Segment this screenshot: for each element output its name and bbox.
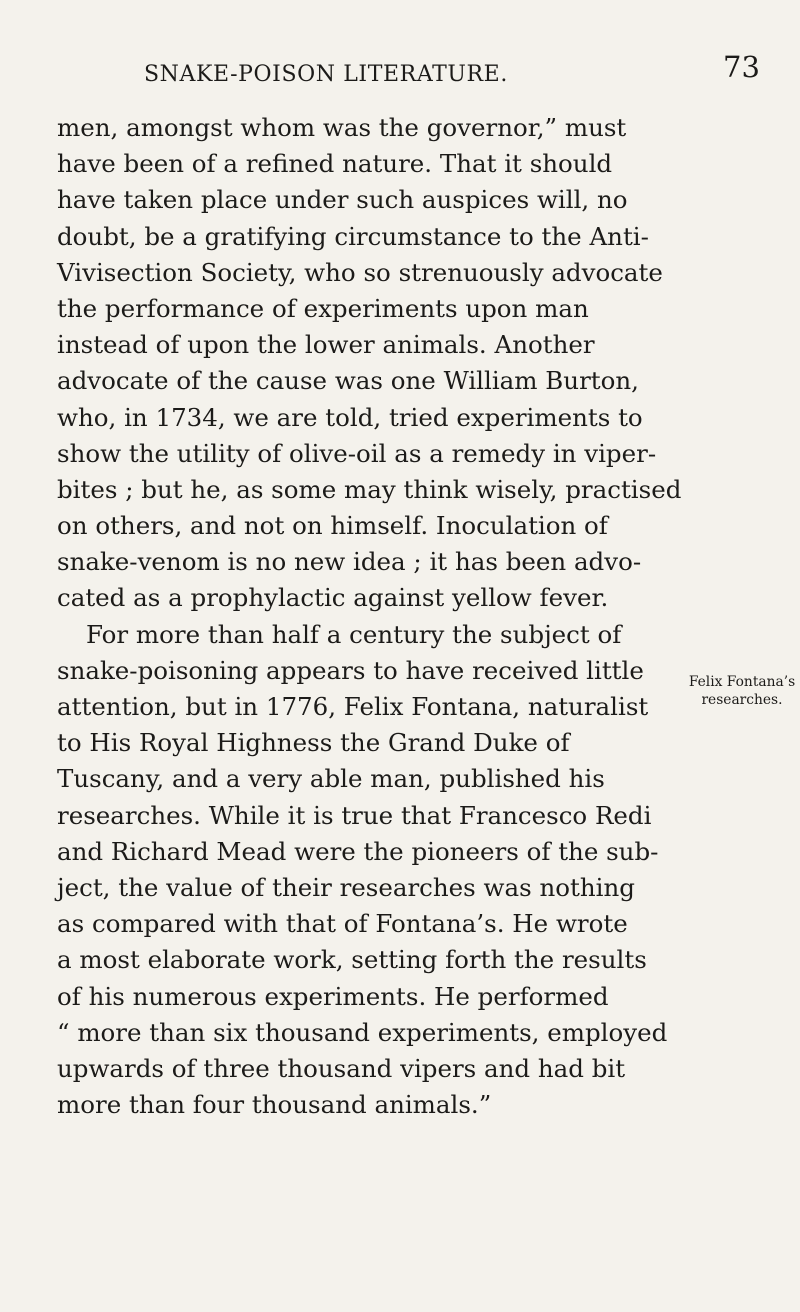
- text-line: bites ; but he, as some may think wisely, practised: [57, 474, 682, 504]
- text-line: upwards of three thousand vipers and had bit: [57, 1053, 626, 1083]
- text-line: snake-poisoning appears to have received little: [57, 655, 644, 685]
- text-line: who, in 1734, we are told, tried experiments to: [57, 402, 643, 432]
- text-line: doubt, be a gratifying circumstance to the Anti-: [57, 221, 649, 251]
- body-text: [57, 110, 682, 1123]
- text-line: attention, but in 1776, Felix Fontana, naturalist: [57, 692, 649, 721]
- text-line: “ more than six thousand experiments, employed: [57, 1017, 668, 1047]
- text-line: a most elaborate work, setting forth the results: [57, 945, 647, 975]
- text-line: researches. While it is true that Francesco Redi: [57, 800, 652, 830]
- margin-note: [684, 673, 800, 709]
- text-line: and Richard Mead were the pioneers of the sub-: [57, 836, 659, 866]
- text-line: snake-venom is no new idea ; it has been advo-: [57, 547, 642, 577]
- text-line: the performance of experiments upon man: [57, 293, 589, 323]
- text-line: on others, and not on himself. Inoculation of: [57, 511, 608, 541]
- page-number: 73: [723, 50, 760, 84]
- text-line: cated as a prophylactic against yellow fever.: [57, 583, 609, 613]
- text-line: advocate of the cause was one William Burton,: [57, 366, 639, 396]
- running-head: SNAKE-POISON LITERATURE.: [144, 62, 508, 87]
- page-header: [144, 50, 784, 96]
- text-line: Tuscany, and a very able man, published his: [57, 764, 605, 794]
- text-line: ject, the value of their researches was nothing: [57, 872, 635, 902]
- margin-note-line: researches.: [701, 692, 783, 708]
- text-line: For more than half a century the subject of: [86, 619, 622, 649]
- text-line: to His Royal Highness the Grand Duke of: [57, 728, 570, 758]
- text-line: more than four thousand animals.”: [57, 1090, 492, 1120]
- text-line: Vivisection Society, who so strenuously advocate: [57, 257, 663, 287]
- text-line: as compared with that of Fontana’s. He wrote: [57, 909, 628, 939]
- text-line: instead of upon the lower animals. Another: [57, 330, 595, 360]
- text-line: have taken place under such auspices will, no: [57, 185, 628, 215]
- margin-note-line: Felix Fontana’s: [688, 674, 796, 690]
- text-line: of his numerous experiments. He performed: [57, 981, 609, 1011]
- text-line: men, amongst whom was the governor,” must: [57, 113, 627, 142]
- text-line: show the utility of olive-oil as a remedy in viper-: [57, 438, 657, 468]
- text-line: have been of a refined nature. That it should: [57, 149, 613, 179]
